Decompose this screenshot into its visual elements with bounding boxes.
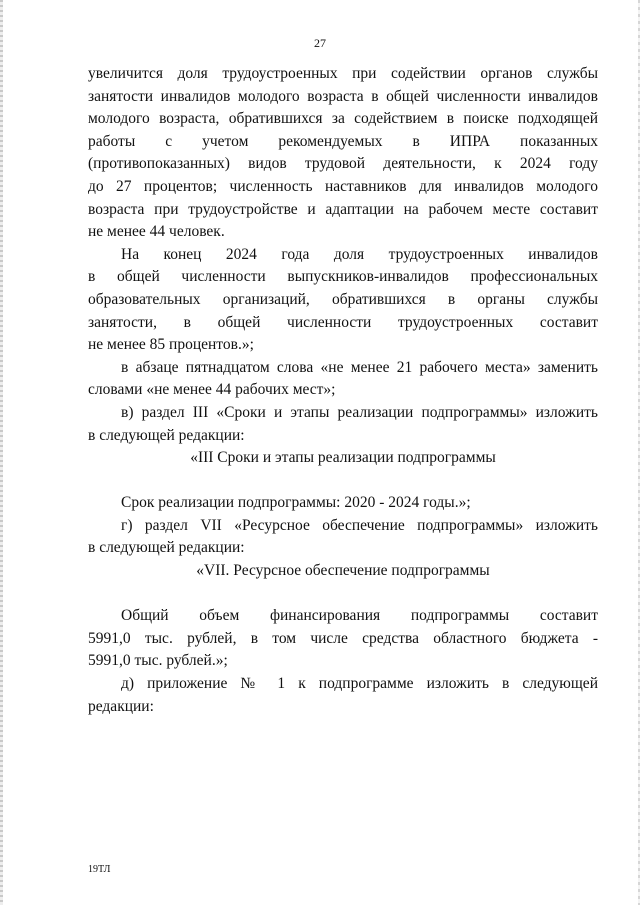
text-line: 5991,0 тыс. рублей, в том числе средства областного бюджета - [88,629,598,647]
text-line: молодого возраста, обратившихся за содействием в поиске подходящей [88,110,598,128]
scan-edge-left [0,0,3,905]
text-line: д) приложение № 1 к подпрограмме изложить в следующей [121,675,598,693]
text-line: занятости, в общей численности трудоустроенных составит [88,313,598,331]
text-line: до 27 процентов; численность наставников для инвалидов молодого [88,177,598,195]
text-line: в) раздел III «Сроки и этапы реализации подпрограммы» изложить [121,403,598,421]
text-line: словами «не менее 44 рабочих мест»; [88,381,336,399]
blank-line [88,583,598,606]
text-line: Срок реализации подпрограммы: 2020 - 2024 годы.»; [121,494,471,512]
text-line: не менее 85 процентов.»; [88,336,254,354]
text-line: Общий объем финансирования подпрограммы составит [121,607,598,625]
text-line: редакции: [88,697,154,715]
text-line: не менее 44 человек. [88,223,225,241]
text-line: 5991,0 тыс. рублей.»; [88,652,228,670]
text-line: в следующей редакции: [88,426,245,444]
text-line: возраста при трудоустройстве и адаптации на рабочем месте составит [88,200,598,218]
text-line: в следующей редакции: [88,539,245,557]
text-line: в общей численности выпускников-инвалидов профессиональных [88,268,598,286]
text-line: в абзаце пятнадцатом слова «не менее 21 рабочего места» заменить [121,358,598,376]
text-line: На конец 2024 года доля трудоустроенных инвалидов [121,245,598,263]
section-heading: «VII. Ресурсное обеспечение подпрограммы [196,562,490,580]
text-line: увеличится доля трудоустроенных при содействии органов службы [88,65,598,82]
text-line: занятости инвалидов молодого возраста в общей численности инвалидов [88,87,598,105]
text-line: работы с учетом рекомендуемых в ИПРА показанных [88,132,598,150]
document-code: 19ТЛ [88,864,111,875]
document-body [88,63,598,718]
text-line: (противопоказанных) видов трудовой деятельности, к 2024 году [88,155,598,173]
text-line: образовательных организаций, обратившихся в органы службы [88,290,598,308]
page-number: 27 [314,36,326,50]
text-line: г) раздел VII «Ресурсное обеспечение подпрограммы» изложить [121,516,598,534]
section-heading: «III Сроки и этапы реализации подпрограммы [190,449,496,467]
blank-line [88,470,598,493]
